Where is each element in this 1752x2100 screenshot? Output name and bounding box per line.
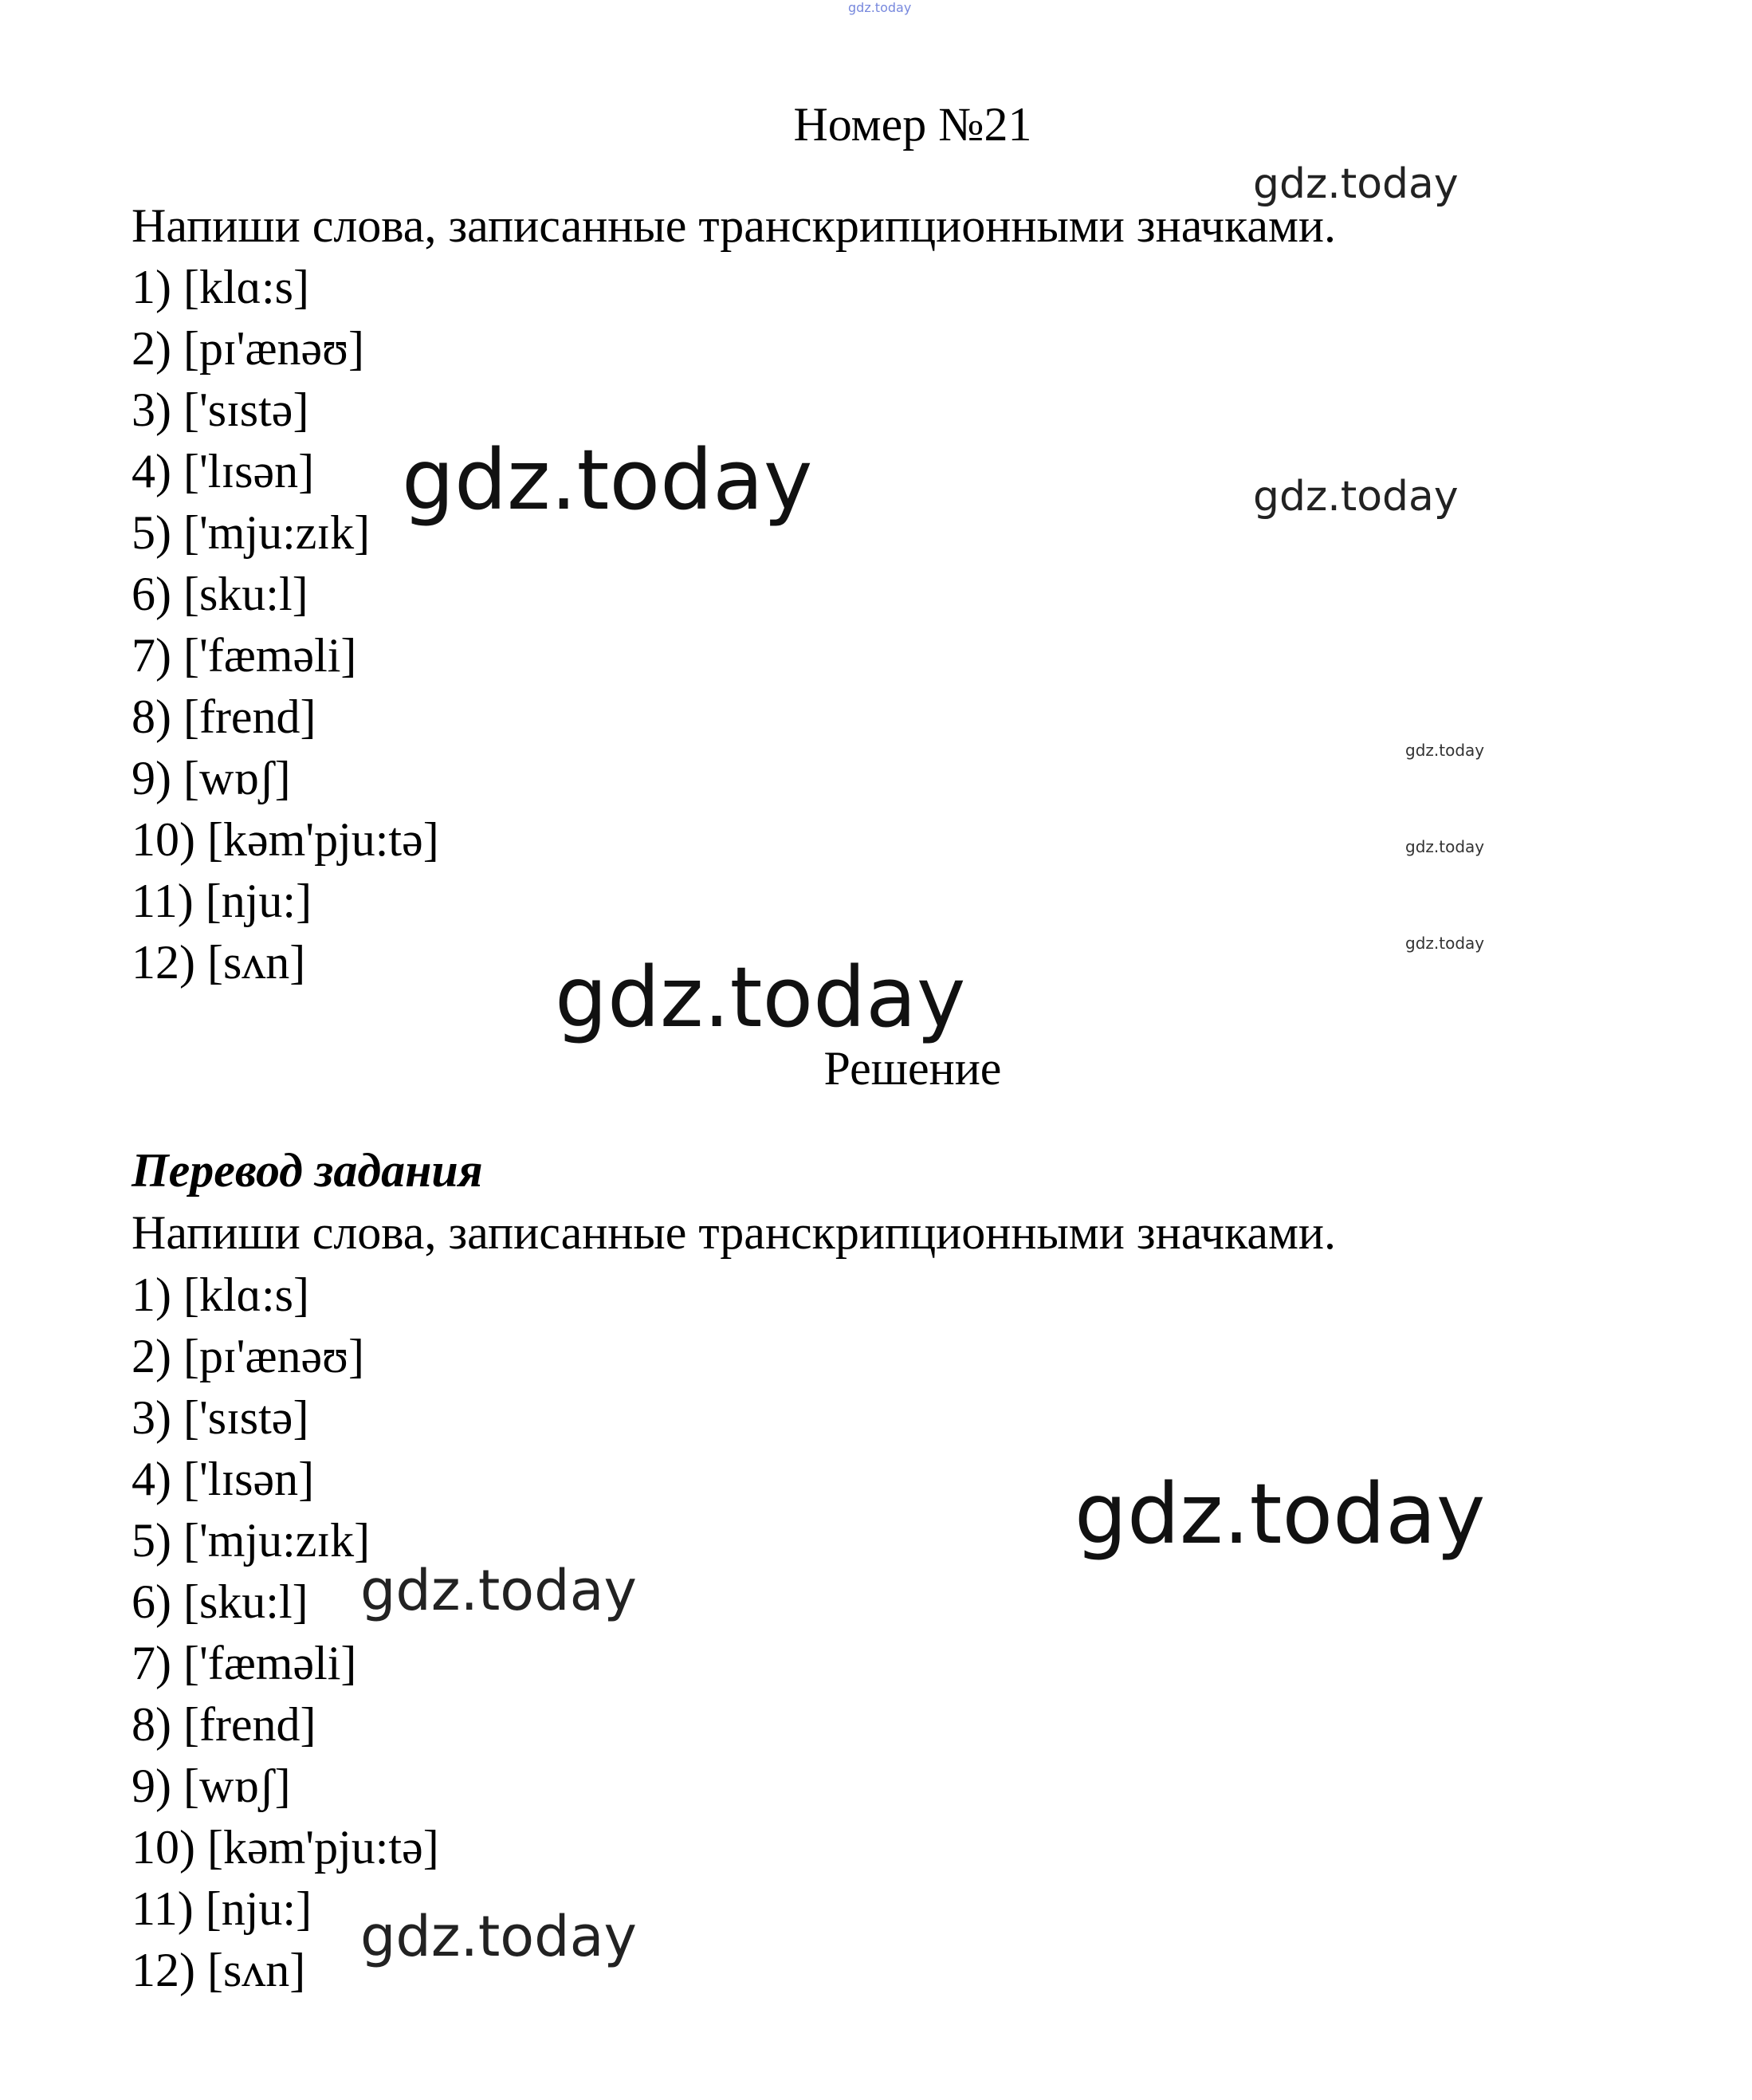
watermark: gdz.today <box>1405 934 1485 953</box>
task-list-item: 9) [wɒʃ] <box>132 752 291 804</box>
solution-list-item: 11) [nju:] <box>132 1882 312 1935</box>
task-list-item: 10) [kəm'pju:tə] <box>132 813 439 866</box>
task-list-item: 11) [nju:] <box>132 875 312 927</box>
task-list-item: 5) ['mju:zɪk] <box>132 506 371 559</box>
solution-instruction: Напиши слова, записанные транскрипционными значками. <box>132 1206 1337 1259</box>
task-list-item: 7) ['fæməli] <box>132 629 357 682</box>
watermark: gdz.today <box>1253 473 1459 521</box>
task-list-item: 12) [sʌn] <box>132 936 306 989</box>
task-list-item: 6) [sku:l] <box>132 568 308 620</box>
watermark: gdz.today <box>360 1904 637 1969</box>
watermark: gdz.today <box>1405 837 1485 856</box>
watermark: gdz.today <box>1253 160 1459 208</box>
solution-list-item: 2) [pɪ'ænəʊ] <box>132 1330 365 1382</box>
solution-list-item: 4) ['lɪsən] <box>132 1453 315 1505</box>
solution-list-item: 12) [sʌn] <box>132 1944 306 1996</box>
solution-list-item: 6) [sku:l] <box>132 1575 308 1628</box>
solution-list-item: 3) ['sɪstə] <box>132 1391 309 1444</box>
watermark: gdz.today <box>1405 741 1485 760</box>
task-list-item: 8) [frend] <box>132 690 316 743</box>
solution-list-item: 7) ['fæməli] <box>132 1637 357 1689</box>
solution-list-item: 9) [wɒʃ] <box>132 1760 291 1812</box>
task-list-item: 2) [pɪ'ænəʊ] <box>132 322 365 375</box>
solution-heading: Решение <box>823 1042 1002 1095</box>
task-instruction: Напиши слова, записанные транскрипционными значками. <box>132 199 1337 252</box>
task-list-item: 4) ['lɪsən] <box>132 445 315 497</box>
solution-list-item: 5) ['mju:zɪk] <box>132 1514 371 1567</box>
watermark: gdz.today <box>555 949 966 1046</box>
watermark: gdz.today <box>360 1558 637 1623</box>
solution-list-item: 8) [frend] <box>132 1698 316 1751</box>
watermark: gdz.today <box>1074 1465 1486 1563</box>
task-list-item: 1) [klɑ:s] <box>132 261 310 313</box>
solution-list-item: 1) [klɑ:s] <box>132 1268 310 1321</box>
task-list <box>132 257 439 993</box>
task-list-item: 3) ['sɪstə] <box>132 383 309 436</box>
watermark: gdz.today <box>402 431 813 529</box>
watermark-top: gdz.today <box>848 0 912 15</box>
page-title: Номер №21 <box>793 98 1032 151</box>
translation-heading: Перевод задания <box>132 1144 483 1197</box>
solution-list-item: 10) [kəm'pju:tə] <box>132 1821 439 1874</box>
solution-list <box>132 1264 439 2001</box>
